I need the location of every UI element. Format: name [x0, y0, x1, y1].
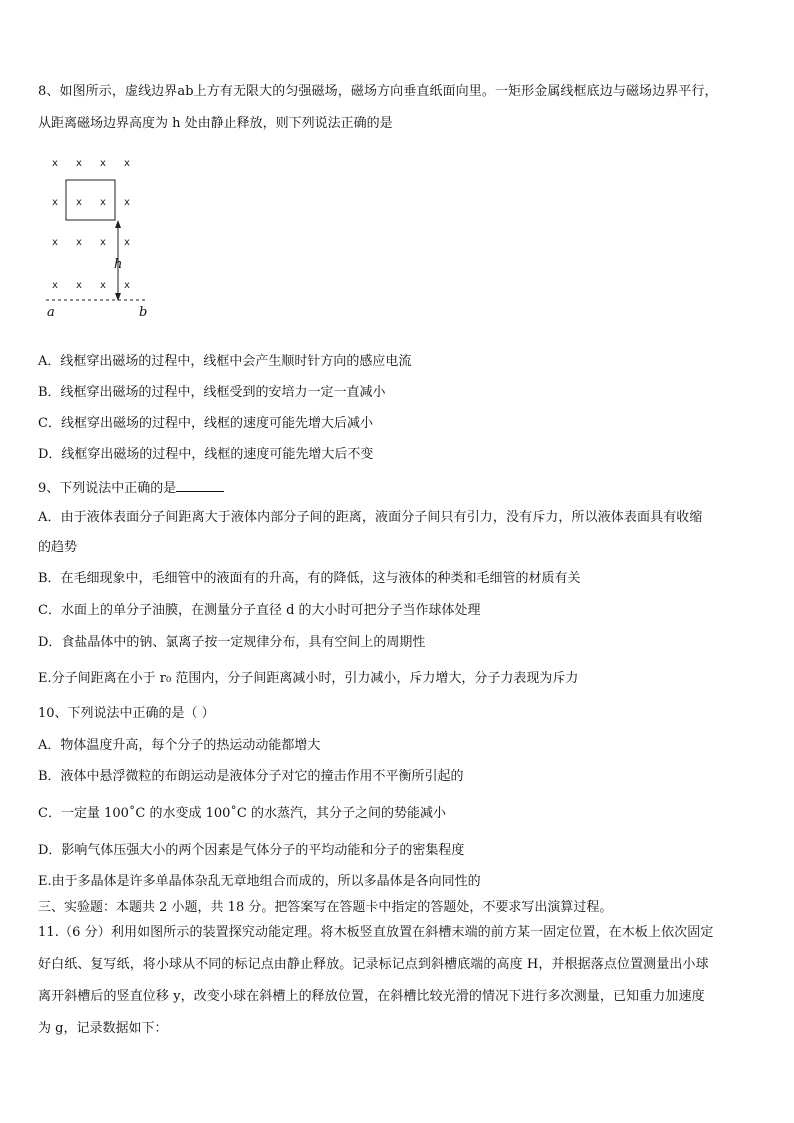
field-mark: x — [124, 197, 130, 208]
field-mark: x — [52, 197, 58, 208]
q9-option-d: D．食盐晶体中的钠、氯离子按一定规律分布，具有空间上的周期性 — [38, 635, 426, 650]
q11-line1: 11.（6 分）利用如图所示的装置探究动能定理。将木板竖直放置在斜槽末端的前方某一固定位置，在木板上依次固定 — [38, 925, 714, 940]
q8-option-a: A．线框穿出磁场的过程中，线框中会产生顺时针方向的感应电流 — [38, 354, 412, 369]
field-mark: x — [76, 197, 82, 208]
q9-option-a-line2: 的趋势 — [38, 540, 78, 555]
field-mark: x — [124, 237, 130, 248]
q9-option-a-line1: A．由于液体表面分子间距离大于液体内部分子间的距离，液面分子间只有引力，没有斥力，所以液体表面具有收缩 — [38, 510, 703, 525]
field-mark: x — [76, 237, 82, 248]
q9-option-e: E.分子间距离在小于 r₀ 范围内，分子间距离减小时，引力减小，斥力增大，分子力表现为斥力 — [38, 671, 579, 686]
height-label: h — [114, 257, 123, 272]
arrow-up-icon — [115, 220, 121, 228]
q10-stem: 10、下列说法中正确的是（ ） — [38, 706, 215, 721]
metal-frame — [66, 180, 115, 220]
q9-stem — [38, 479, 224, 497]
q9-stem-text: 9、下列说法中正确的是 — [38, 481, 177, 496]
q10-option-e: E.由于多晶体是许多单晶体杂乱无章地组合而成的，所以多晶体是各向同性的 — [38, 874, 481, 889]
field-mark: x — [100, 158, 106, 169]
q11-line3: 离开斜槽后的竖直位移 y，改变小球在斜槽上的释放位置，在斜槽比较光滑的情况下进行多次测量，已知重力加速度 — [38, 989, 705, 1004]
answer-blank — [176, 479, 224, 492]
field-mark: x — [52, 237, 58, 248]
field-mark: x — [76, 280, 82, 291]
q10-option-c: C．一定量 100˚C 的水变成 100˚C 的水蒸汽，其分子之间的势能减小 — [38, 806, 446, 821]
q8-option-b: B．线框穿出磁场的过程中，线框受到的安培力一定一直减小 — [38, 385, 386, 400]
q10-option-a: A．物体温度升高，每个分子的热运动动能都增大 — [38, 738, 321, 753]
q8-option-d: D．线框穿出磁场的过程中，线框的速度可能先增大后不变 — [38, 447, 374, 462]
field-mark: x — [52, 158, 58, 169]
q9-option-c: C．水面上的单分子油膜，在测量分子直径 d 的大小时可把分子当作球体处理 — [38, 603, 481, 618]
field-mark: x — [100, 237, 106, 248]
q9-option-b: B．在毛细现象中，毛细管中的液面有的升高，有的降低，这与液体的种类和毛细管的材质有关 — [38, 571, 581, 586]
q8-diagram — [38, 150, 168, 325]
field-mark: x — [100, 280, 106, 291]
q11-line2: 好白纸、复写纸，将小球从不同的标记点由静止释放。记录标记点到斜槽底端的高度 H，并根据落点位置测量出小球 — [38, 957, 709, 972]
field-mark: x — [124, 280, 130, 291]
q8-stem-line1: 8、如图所示，虚线边界ab上方有无限大的匀强磁场，磁场方向垂直纸面向里。一矩形金属线框底边与磁场边界平行， — [38, 84, 718, 99]
section3-heading: 三、实验题：本题共 2 小题，共 18 分。把答案写在答题卡中指定的答题处，不要求写出演算过程。 — [38, 900, 613, 915]
q10-option-d: D．影响气体压强大小的两个因素是气体分子的平均动能和分子的密集程度 — [38, 843, 465, 858]
q8-stem-line2: 从距离磁场边界高度为 h 处由静止释放，则下列说法正确的是 — [38, 116, 393, 131]
boundary-label-b: b — [139, 305, 148, 320]
field-mark: x — [76, 158, 82, 169]
boundary-label-a: a — [47, 305, 55, 320]
field-mark: x — [100, 197, 106, 208]
q8-option-c: C．线框穿出磁场的过程中，线框的速度可能先增大后减小 — [38, 416, 373, 431]
q10-option-b: B．液体中悬浮微粒的布朗运动是液体分子对它的撞击作用不平衡所引起的 — [38, 769, 464, 784]
q11-line4: 为 g，记录数据如下： — [38, 1021, 168, 1036]
field-mark: x — [52, 280, 58, 291]
field-mark: x — [124, 158, 130, 169]
